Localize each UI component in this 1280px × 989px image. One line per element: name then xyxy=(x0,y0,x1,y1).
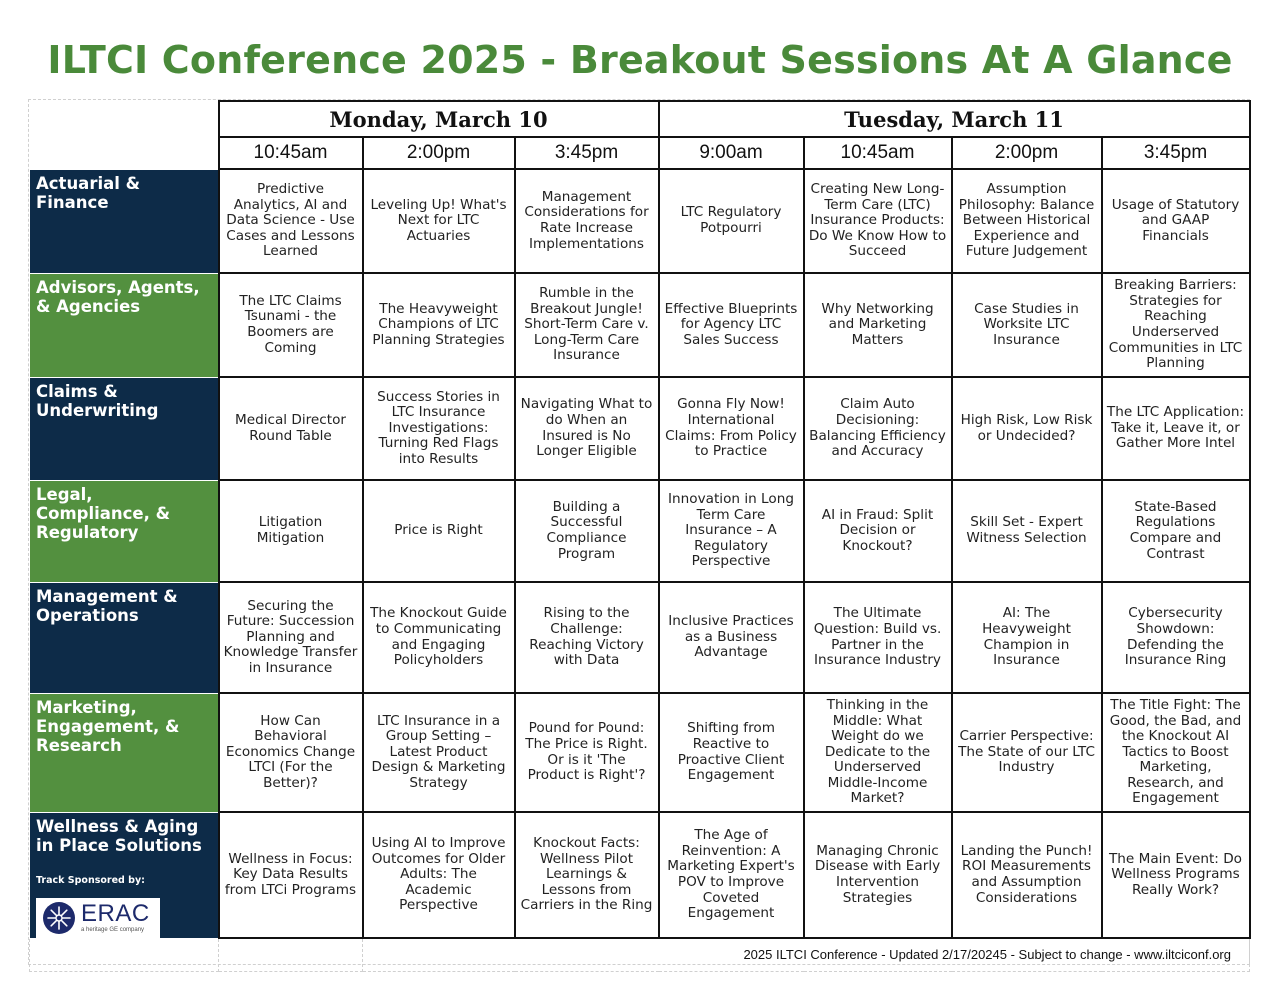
time-slot: 9:00am xyxy=(659,137,804,169)
footer-text: 2025 ILTCI Conference - Updated 2/17/20245 - Subject to change - www.iltciconf.org xyxy=(363,938,1250,971)
session-cell: Landing the Punch! ROI Measurements and Assumption Considerations xyxy=(952,812,1102,938)
session-cell: Effective Blueprints for Agency LTC Sales Success xyxy=(659,273,804,377)
time-slot: 2:00pm xyxy=(363,137,515,169)
erac-star-icon xyxy=(42,901,76,935)
session-cell: Assumption Philosophy: Balance Between Historical Experience and Future Judgement xyxy=(952,169,1102,273)
day-header-monday: Monday, March 10 xyxy=(219,101,659,137)
session-cell: Predictive Analytics, AI and Data Science - Use Cases and Lessons Learned xyxy=(219,169,363,273)
session-cell: Medical Director Round Table xyxy=(219,377,363,480)
session-cell: High Risk, Low Risk or Undecided? xyxy=(952,377,1102,480)
sponsor-tagline: a heritage GE company xyxy=(81,926,145,933)
session-cell: Rising to the Challenge: Reaching Victory with Data xyxy=(515,582,659,693)
track-row xyxy=(30,169,1250,273)
session-cell: Navigating What to do When an Insured is No Longer Eligible xyxy=(515,377,659,480)
session-cell: LTC Insurance in a Group Setting – Latest Product Design & Marketing Strategy xyxy=(363,693,515,812)
track-label: Marketing, Engagement, & Research xyxy=(30,693,219,812)
session-cell: Pound for Pound: The Price is Right. Or is it 'The Product is Right'? xyxy=(515,693,659,812)
time-slot: 3:45pm xyxy=(515,137,659,169)
session-cell: Managing Chronic Disease with Early Intervention Strategies xyxy=(804,812,952,938)
day-header-tuesday: Tuesday, March 11 xyxy=(659,101,1250,137)
session-cell: AI: The Heavyweight Champion in Insurance xyxy=(952,582,1102,693)
session-cell: Knockout Facts: Wellness Pilot Learnings & Lessons from Carriers in the Ring xyxy=(515,812,659,938)
session-cell: Innovation in Long Term Care Insurance – A Regulatory Perspective xyxy=(659,480,804,582)
session-cell: Case Studies in Worksite LTC Insurance xyxy=(952,273,1102,377)
session-cell: Creating New Long-Term Care (LTC) Insurance Products: Do We Know How to Succeed xyxy=(804,169,952,273)
session-cell: State-Based Regulations Compare and Contrast xyxy=(1102,480,1250,582)
track-row xyxy=(30,273,1250,377)
session-cell: Cybersecurity Showdown: Defending the Insurance Ring xyxy=(1102,582,1250,693)
session-cell: The LTC Claims Tsunami - the Boomers are Coming xyxy=(219,273,363,377)
track-row xyxy=(30,377,1250,480)
session-cell: The Title Fight: The Good, the Bad, and the Knockout AI Tactics to Boost Marketing, Research, and Engagement xyxy=(1102,693,1250,812)
session-cell: The Age of Reinvention: A Marketing Expert's POV to Improve Coveted Engagement xyxy=(659,812,804,938)
sponsor-label: Track Sponsored by: xyxy=(36,874,145,886)
session-cell: The Knockout Guide to Communicating and Engaging Policyholders xyxy=(363,582,515,693)
track-label-wellness xyxy=(30,812,219,938)
session-cell: Wellness in Focus: Key Data Results from LTCi Programs xyxy=(219,812,363,938)
track-row xyxy=(30,480,1250,582)
session-cell: Shifting from Reactive to Proactive Client Engagement xyxy=(659,693,804,812)
session-cell: Success Stories in LTC Insurance Investigations: Turning Red Flags into Results xyxy=(363,377,515,480)
session-cell: How Can Behavioral Economics Change LTCI (For the Better)? xyxy=(219,693,363,812)
day-header-row xyxy=(30,101,1250,137)
session-cell: Securing the Future: Succession Planning and Knowledge Transfer in Insurance xyxy=(219,582,363,693)
session-cell: Litigation Mitigation xyxy=(219,480,363,582)
session-cell: Building a Successful Compliance Program xyxy=(515,480,659,582)
footer-blank xyxy=(30,938,219,971)
time-slot: 10:45am xyxy=(219,137,363,169)
session-cell: Using AI to Improve Outcomes for Older Adults: The Academic Perspective xyxy=(363,812,515,938)
session-cell: The Ultimate Question: Build vs. Partner in the Insurance Industry xyxy=(804,582,952,693)
time-slot: 3:45pm xyxy=(1102,137,1250,169)
session-cell: Why Networking and Marketing Matters xyxy=(804,273,952,377)
session-cell: Claim Auto Decisioning: Balancing Efficiency and Accuracy xyxy=(804,377,952,480)
track-label: Wellness & Aging in Place Solutions xyxy=(36,816,202,855)
session-cell: Price is Right xyxy=(363,480,515,582)
sponsor-logo xyxy=(36,898,160,938)
session-cell: Management Considerations for Rate Increase Implementations xyxy=(515,169,659,273)
session-cell: The Main Event: Do Wellness Programs Really Work? xyxy=(1102,812,1250,938)
footer-blank xyxy=(219,938,363,971)
corner-cell xyxy=(30,101,219,137)
track-row xyxy=(30,693,1250,812)
session-cell: Inclusive Practices as a Business Advantage xyxy=(659,582,804,693)
time-header-row xyxy=(30,137,1250,169)
session-cell: The Heavyweight Champions of LTC Planning Strategies xyxy=(363,273,515,377)
track-label: Actuarial & Finance xyxy=(30,169,219,273)
footer-row xyxy=(30,938,1250,971)
corner-cell xyxy=(30,137,219,169)
page-title: ILTCI Conference 2025 - Breakout Sessions At A Glance xyxy=(47,38,1233,82)
time-slot: 2:00pm xyxy=(952,137,1102,169)
track-label: Management & Operations xyxy=(30,582,219,693)
track-label: Claims & Underwriting xyxy=(30,377,219,480)
track-row xyxy=(30,812,1250,938)
session-cell: Carrier Perspective: The State of our LTC Industry xyxy=(952,693,1102,812)
schedule-table xyxy=(29,100,1251,972)
session-cell: AI in Fraud: Split Decision or Knockout? xyxy=(804,480,952,582)
session-cell: LTC Regulatory Potpourri xyxy=(659,169,804,273)
sponsor-name: ERAC xyxy=(81,899,150,927)
session-cell: Gonna Fly Now! International Claims: From Policy to Practice xyxy=(659,377,804,480)
session-cell: Rumble in the Breakout Jungle! Short-Term Care v. Long-Term Care Insurance xyxy=(515,273,659,377)
session-cell: Thinking in the Middle: What Weight do we Dedicate to the Underserved Middle-Income Market? xyxy=(804,693,952,812)
session-cell: Breaking Barriers: Strategies for Reaching Underserved Communities in LTC Planning xyxy=(1102,273,1250,377)
session-cell: Leveling Up! What's Next for LTC Actuaries xyxy=(363,169,515,273)
session-cell: Usage of Statutory and GAAP Financials xyxy=(1102,169,1250,273)
track-label: Advisors, Agents, & Agencies xyxy=(30,273,219,377)
track-row xyxy=(30,582,1250,693)
session-cell: The LTC Application: Take it, Leave it, or Gather More Intel xyxy=(1102,377,1250,480)
time-slot: 10:45am xyxy=(804,137,952,169)
track-label: Legal, Compliance, & Regulatory xyxy=(30,480,219,582)
session-cell: Skill Set - Expert Witness Selection xyxy=(952,480,1102,582)
